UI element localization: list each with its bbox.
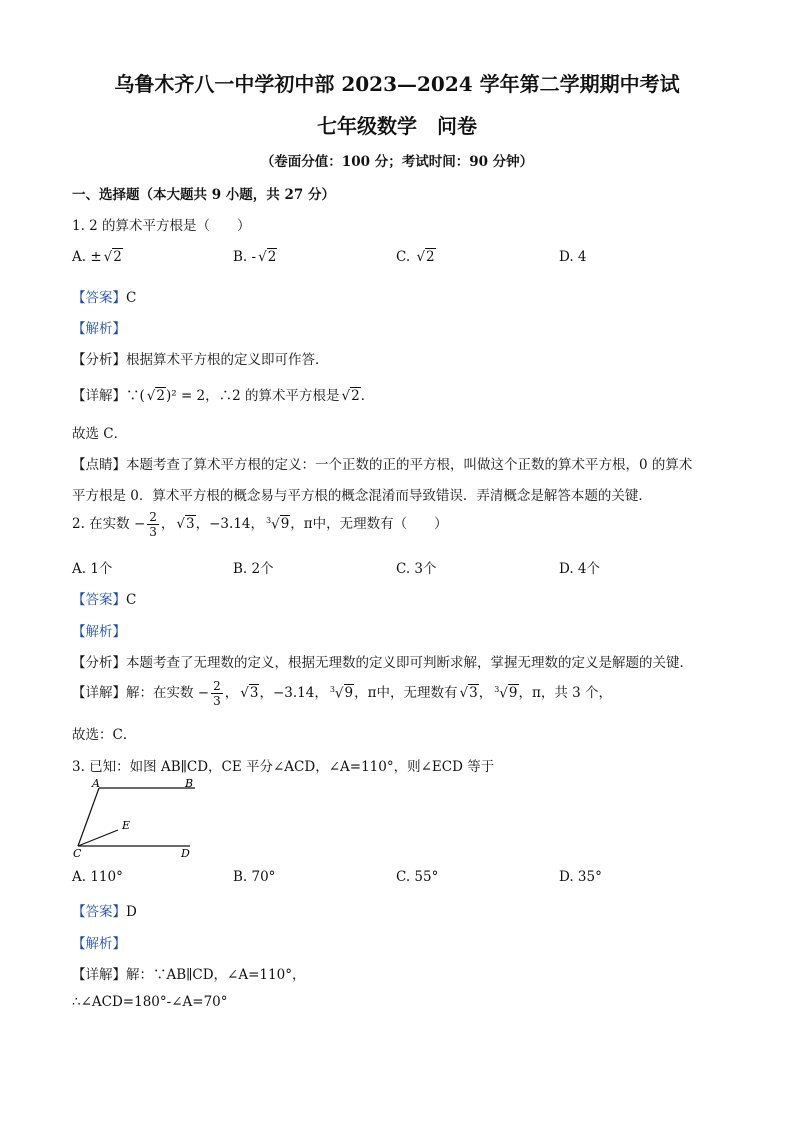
q2-analysis-tag: 【解析】	[72, 624, 126, 640]
q1-answer: 【答案】C	[72, 290, 137, 306]
exam-info: （卷面分值：100 分；考试时间：90 分钟）	[260, 154, 534, 170]
label-b: B	[185, 778, 194, 790]
exam-title: 乌鲁木齐八一中学初中部 2023—2024 学年第二学期期中考试	[114, 72, 680, 96]
q2-conclusion: 故选：C．	[72, 727, 137, 743]
q2-option-c: C. 3个	[396, 561, 437, 577]
q2-fenxi: 【分析】本题考查了无理数的定义，根据无理数的定义即可判断求解，掌握无理数的定义是解题的关键．	[72, 655, 693, 671]
q1-note-line2: 平方根是 0．算术平方根的概念易与平方根的概念混淆而导致错误．弄清概念是解答本题的关键．	[72, 488, 652, 504]
label-a: A	[92, 778, 100, 790]
exam-subtitle: 七年级数学 问卷	[317, 114, 477, 138]
q1-option-d: D. 4	[559, 249, 587, 265]
q1-note-line1: 【点睛】本题考查了算术平方根的定义：一个正数的正的平方根，叫做这个正数的算术平方根，0 的算术	[72, 457, 693, 473]
answer-tag: 【答案】	[72, 290, 126, 306]
sqrt-symbol: √2	[103, 249, 122, 265]
label-e: E	[122, 819, 131, 832]
q3-option-d: D. 35°	[559, 869, 602, 885]
line-ac	[78, 788, 99, 846]
label-c: C	[73, 847, 82, 860]
q3-option-a: A. 110°	[72, 869, 123, 885]
q2-option-b: B. 2个	[233, 561, 274, 577]
q3-option-b: B. 70°	[233, 869, 276, 885]
q3-stem: 3. 已知：如图 AB∥CD，CE 平分∠ACD，∠A=110°，则∠ECD 等于	[72, 759, 495, 775]
q2-option-a: A. 1个	[72, 561, 113, 577]
parallel-lines-figure	[70, 778, 210, 864]
fraction: $\frac{2}{3}$	[149, 510, 157, 539]
q3-detail: 【详解】解：∵AB∥CD，∠A=110°，	[72, 967, 306, 983]
q1-detail: 【详解】∵( √2)² = 2，∴2 的算术平方根是 √2．	[72, 388, 375, 404]
q2-stem: 2. 在实数 − $\frac{2}{3}$ ， √3，−3.14， $^3$√9，π中，无理数有（ ）	[72, 510, 448, 539]
q1-option-c: C. √2	[396, 249, 435, 265]
section-heading: 一、选择题（本大题共 9 小题，共 27 分）	[72, 187, 335, 203]
label-d: D	[181, 847, 190, 860]
q1-stem: 1. 2 的算术平方根是（ ）	[72, 218, 251, 234]
q3-answer: 【答案】D	[72, 904, 137, 920]
q2-answer: 【答案】C	[72, 592, 137, 608]
q1-option-b: B. - √2	[233, 249, 277, 265]
sqrt-symbol: √2	[416, 249, 435, 265]
q1-option-a: A. ± √2	[72, 249, 122, 265]
q1-conclusion: 故选 C．	[72, 426, 128, 442]
q3-option-c: C. 55°	[396, 869, 439, 885]
q3-detail-line2: ∴∠ACD=180°-∠A=70°	[72, 994, 228, 1010]
line-ce	[78, 830, 118, 846]
q1-fenxi: 【分析】根据算术平方根的定义即可作答．	[72, 352, 329, 368]
q2-option-d: D. 4个	[559, 561, 601, 577]
q1-analysis-tag: 【解析】	[72, 321, 126, 337]
sqrt-symbol: √2	[258, 249, 277, 265]
q2-detail: 【详解】解：在实数 − $\frac{2}{3}$ ， √3，−3.14， $^3$√9，π中，无理数有 √3， $^3$√9，π，共 3 个，	[72, 679, 613, 708]
q3-analysis-tag: 【解析】	[72, 936, 126, 952]
